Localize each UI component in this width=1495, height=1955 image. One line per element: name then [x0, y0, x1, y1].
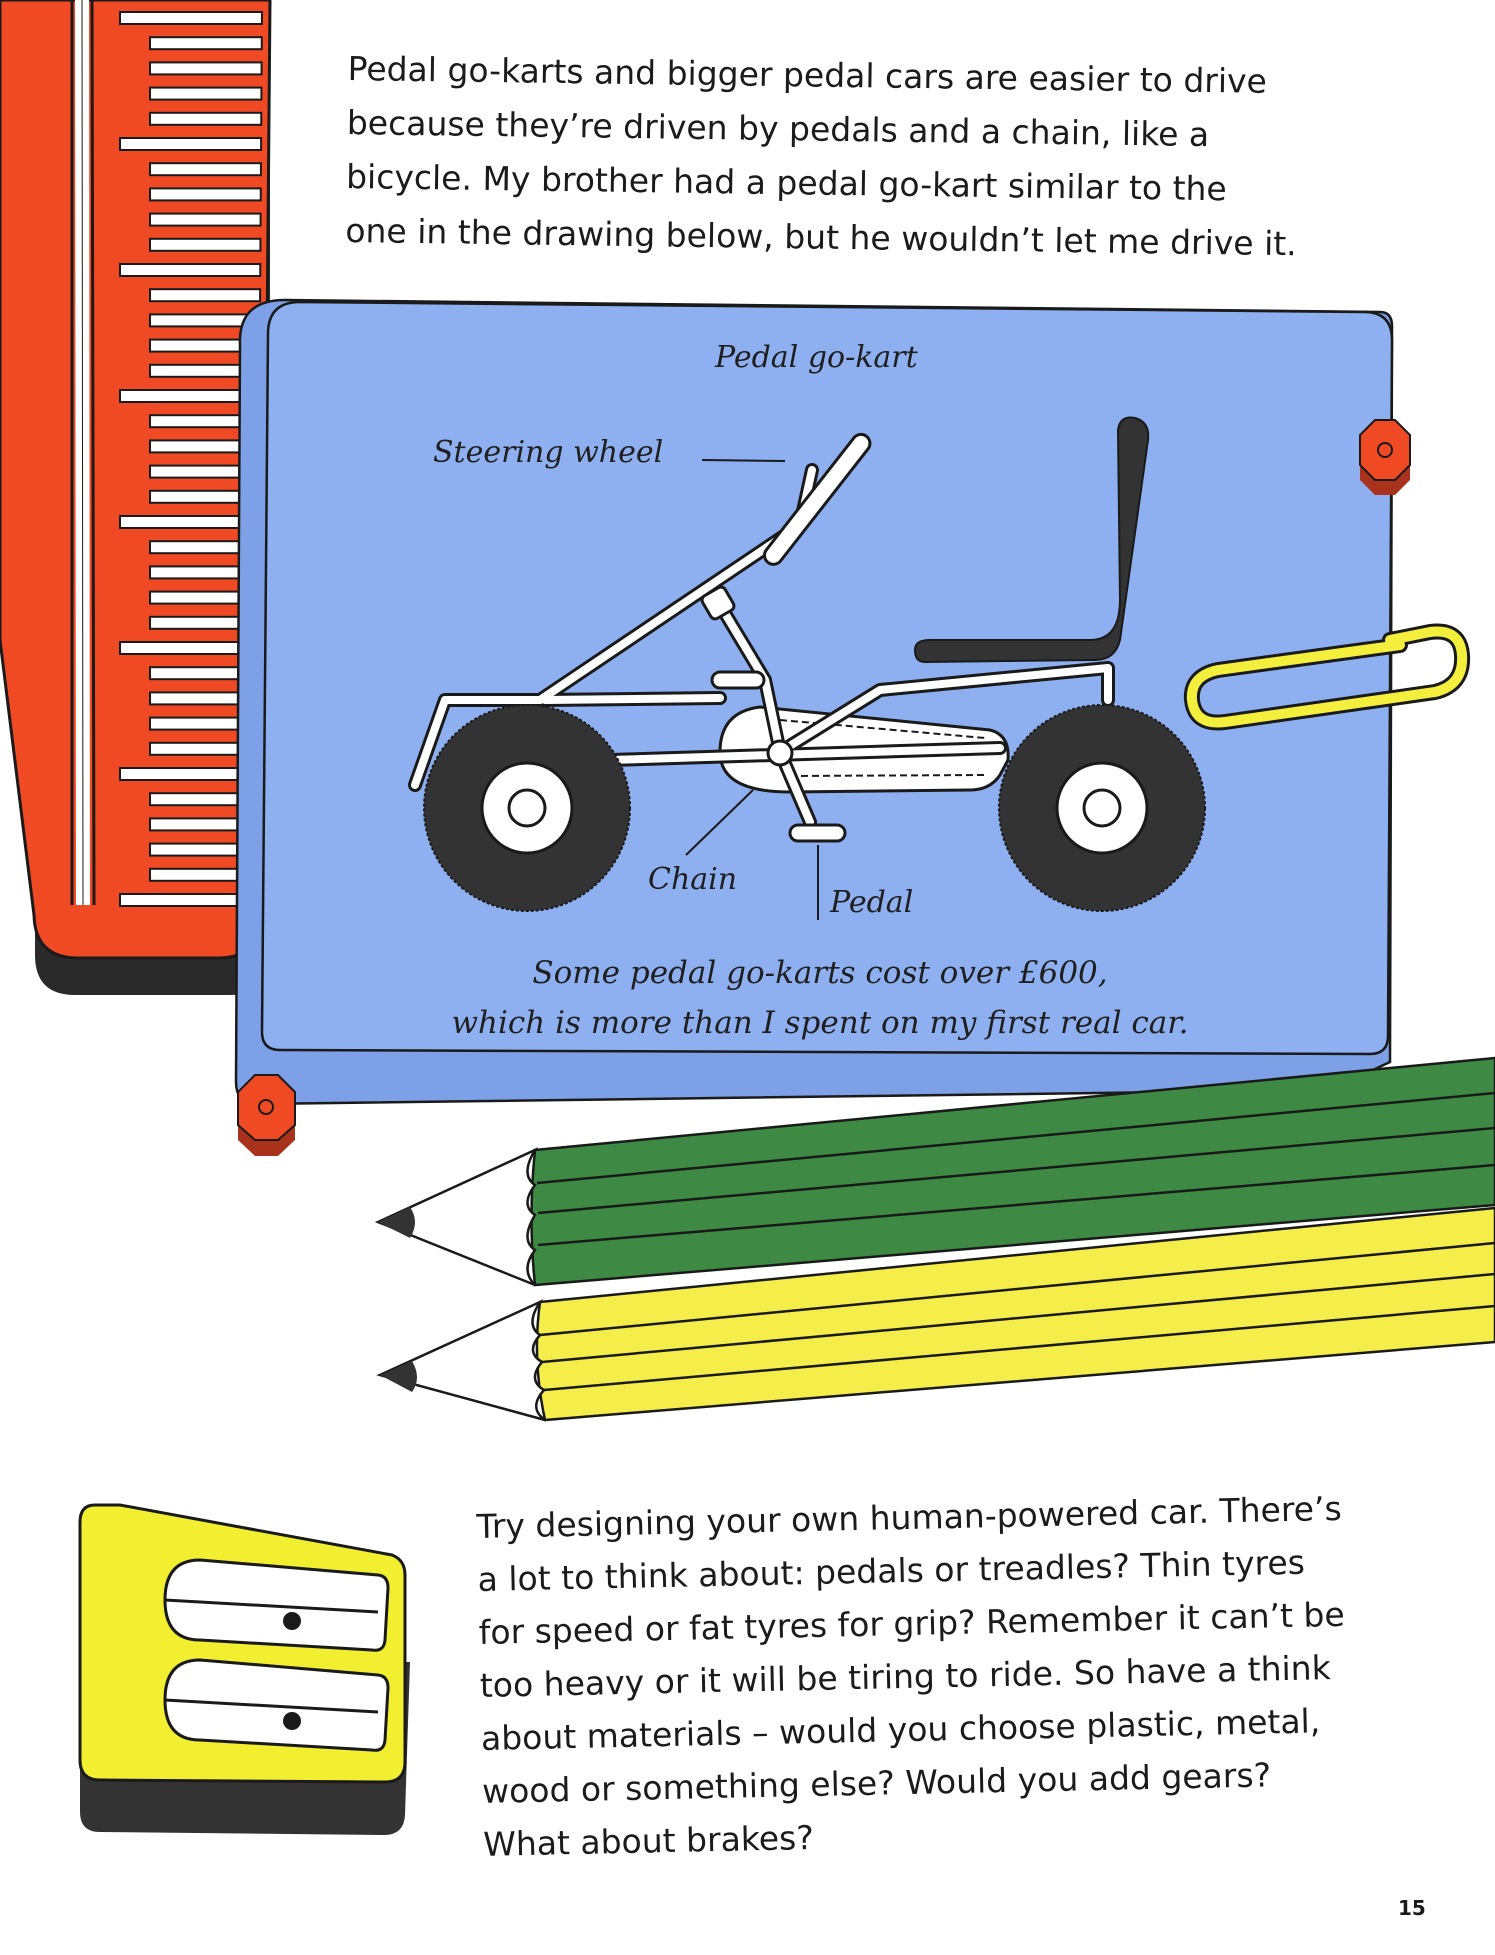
front-wheel — [999, 705, 1205, 911]
ruler-tick — [120, 264, 260, 276]
ruler-illustration — [0, 0, 270, 995]
ruler-tick — [150, 113, 261, 125]
bolt-top-right — [1360, 420, 1410, 495]
ruler-tick — [120, 894, 256, 906]
label-steering-wheel: Steering wheel — [433, 435, 664, 470]
page-number: 15 — [1398, 1896, 1426, 1920]
ruler-tick — [150, 88, 261, 100]
ruler-tick — [120, 642, 258, 654]
ruler-tick — [150, 163, 261, 175]
ruler-tick — [150, 289, 260, 301]
sharpener-illustration — [80, 1505, 410, 1835]
intro-paragraph: Pedal go-karts and bigger pedal cars are easier to drive because they’re driven by pedals and a chain, like a bicycle. My brother had a pedal go-kart similar to the one in the drawing below, but he wouldn’t let me drive it. — [345, 48, 1297, 264]
ruler-tick — [120, 768, 257, 780]
ruler-tick — [150, 62, 262, 74]
diagram-title: Pedal go-kart — [715, 340, 918, 375]
ruler-tick — [150, 239, 260, 251]
ruler-tick — [150, 188, 261, 200]
label-chain: Chain — [648, 862, 738, 897]
rear-wheel — [424, 705, 630, 911]
closing-paragraph: Try designing your own human-powered car. There’s a lot to think about: pedals or treadles? Thin tyres for speed or fat tyres for grip? Remember it can’t be too heavy or it will be tiring to ride. So have a think about materials – would you choose plastic, metal, wood or something else? Would you add gears? What about brakes? — [476, 1488, 1346, 1864]
diagram-caption: Some pedal go-karts cost over £600, which is more than I spent on my first real car. — [451, 955, 1189, 1041]
label-pedal: Pedal — [830, 885, 914, 920]
ruler-tick — [120, 138, 261, 150]
bolt-bottom-left — [238, 1075, 295, 1156]
ruler-tick — [150, 214, 261, 226]
ruler-tick — [120, 12, 262, 24]
ruler-tick — [150, 37, 262, 49]
